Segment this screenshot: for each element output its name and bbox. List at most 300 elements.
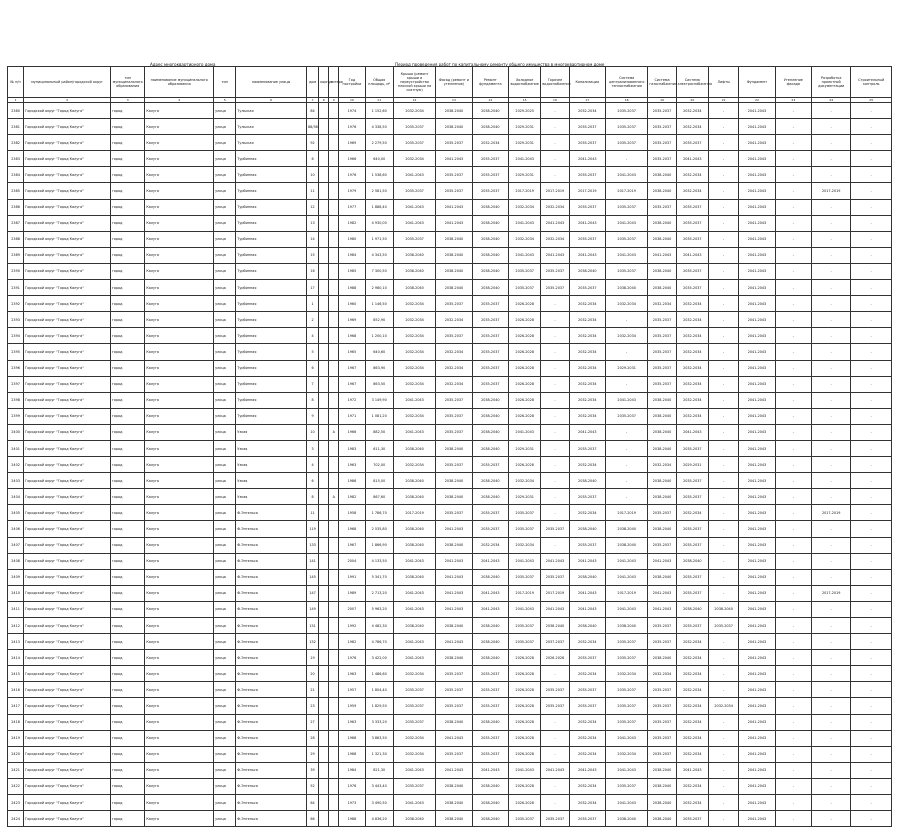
cell-h: 119 xyxy=(307,521,319,537)
cell-a: 1 538,60 xyxy=(365,167,393,183)
cell-work-period: 2035-2037 xyxy=(605,778,647,794)
cell-st: улица xyxy=(214,119,236,135)
cell-work-period: 2026-2028 xyxy=(541,650,569,666)
cell-work-period: 2041-2043 xyxy=(739,698,775,714)
cell-y: 1960 xyxy=(339,296,365,312)
cell-work-period: 2038-2040 xyxy=(648,280,676,296)
cell-mr: Городской округ "Город Калуга" xyxy=(24,698,111,714)
cell-work-period: 2041-2043 xyxy=(739,263,775,279)
cell-work-period: 2035-2037 xyxy=(472,296,508,312)
cell-t: город xyxy=(111,199,145,215)
cell-work-period: - xyxy=(851,714,892,730)
column-number: 5 xyxy=(214,98,236,103)
address-group-header: Адрес многоквартирного дома xyxy=(150,62,216,67)
cell-work-period: 2041-2043 xyxy=(508,151,540,167)
cell-work-period: 2041-2043 xyxy=(508,247,540,263)
cell-work-period: 2041-2043 xyxy=(739,151,775,167)
cell-work-period: 2035-2037 xyxy=(508,634,540,650)
cell-a: 1 486,60 xyxy=(365,666,393,682)
table-row xyxy=(8,231,892,247)
cell-sn: Ф.Энгельса xyxy=(236,682,307,698)
table-row xyxy=(8,103,892,119)
cell-work-period: 2038-2040 xyxy=(393,618,435,634)
cell-work-period: 2035-2037 xyxy=(393,698,435,714)
cell-work-period: 2035-2037 xyxy=(605,714,647,730)
table-row xyxy=(8,360,892,376)
cell-y: 1963 xyxy=(339,714,365,730)
cell-st: улица xyxy=(214,473,236,489)
cell-n: 2393 xyxy=(8,312,24,328)
cell-work-period: 2032-2034 xyxy=(541,231,569,247)
cell-work-period: 2017-2019 xyxy=(812,585,851,601)
cell-work-period: - xyxy=(851,634,892,650)
cell-sn: Турбинная xyxy=(236,167,307,183)
cell-st: улица xyxy=(214,360,236,376)
cell-work-period: 2032-2034 xyxy=(393,103,435,119)
cell-work-period: - xyxy=(851,746,892,762)
cell-mr: Городской округ "Город Калуга" xyxy=(24,569,111,585)
cell-work-period: 2029-2031 xyxy=(508,489,540,505)
cell-work-period: 2017-2019 xyxy=(812,183,851,199)
cell-y: 1984 xyxy=(339,762,365,778)
cell-work-period: - xyxy=(812,312,851,328)
cell-k xyxy=(319,167,329,183)
table-row xyxy=(8,473,892,489)
cell-work-period: - xyxy=(851,392,892,408)
cell-n: 2415 xyxy=(8,666,24,682)
cell-mo: Калуга xyxy=(145,183,214,199)
cell-mr: Городской округ "Город Калуга" xyxy=(24,231,111,247)
cell-work-period: 2032-2034 xyxy=(393,328,435,344)
cell-work-period: 2035-2037 xyxy=(569,231,605,247)
column-number: 19 xyxy=(648,98,676,103)
cell-k xyxy=(319,296,329,312)
cell-mo: Калуга xyxy=(145,569,214,585)
cell-work-period: 2041-2043 xyxy=(393,762,435,778)
cell-work-period: 2041-2043 xyxy=(739,424,775,440)
cell-work-period: - xyxy=(812,778,851,794)
cell-work-period: - xyxy=(775,135,811,151)
cell-n: 2380 xyxy=(8,103,24,119)
cell-work-period: 2041-2043 xyxy=(436,762,472,778)
cell-mo: Калуга xyxy=(145,376,214,392)
cell-l xyxy=(329,119,339,135)
cell-work-period: - xyxy=(541,505,569,521)
cell-mr: Городской округ "Город Калуга" xyxy=(24,296,111,312)
column-number: 15 xyxy=(508,98,540,103)
cell-work-period: 2032-2034 xyxy=(569,634,605,650)
cell-work-period: 2035-2037 xyxy=(436,666,472,682)
cell-work-period: 2035-2037 xyxy=(472,698,508,714)
cell-h: 16 xyxy=(307,263,319,279)
column-number: 16 xyxy=(541,98,569,103)
cell-y: 1963 xyxy=(339,457,365,473)
cell-work-period: - xyxy=(708,537,738,553)
cell-k xyxy=(319,119,329,135)
table-row xyxy=(8,280,892,296)
cell-work-period: - xyxy=(812,296,851,312)
cell-work-period: - xyxy=(541,746,569,762)
cell-work-period: 2035-2037 xyxy=(605,698,647,714)
cell-work-period: 2032-2034 xyxy=(676,183,708,199)
cell-sn: Ф.Энгельса xyxy=(236,601,307,617)
cell-sn: Турбинная xyxy=(236,408,307,424)
cell-work-period: 2041-2043 xyxy=(436,521,472,537)
cell-work-period: - xyxy=(812,151,851,167)
cell-work-period: - xyxy=(775,698,811,714)
cell-sn: Ф.Энгельса xyxy=(236,811,307,827)
cell-work-period: - xyxy=(812,408,851,424)
cell-st: улица xyxy=(214,263,236,279)
table-row xyxy=(8,119,892,135)
cell-st: улица xyxy=(214,215,236,231)
cell-work-period: 2032-2034 xyxy=(676,392,708,408)
cell-mo: Калуга xyxy=(145,746,214,762)
cell-work-period: 2035-2037 xyxy=(472,666,508,682)
cell-work-period: 2032-2034 xyxy=(393,312,435,328)
cell-t: город xyxy=(111,247,145,263)
cell-work-period: - xyxy=(775,328,811,344)
cell-work-period: 2035-2037 xyxy=(569,167,605,183)
cell-work-period: 2032-2034 xyxy=(676,714,708,730)
cell-work-period: 2041-2043 xyxy=(648,553,676,569)
cell-a: 852,90 xyxy=(365,312,393,328)
cell-mr: Городской округ "Город Калуга" xyxy=(24,103,111,119)
cell-work-period: - xyxy=(851,537,892,553)
cell-work-period: - xyxy=(812,714,851,730)
cell-work-period: 2032-2034 xyxy=(569,408,605,424)
cell-mo: Калуга xyxy=(145,392,214,408)
cell-work-period: 2035-2037 xyxy=(648,682,676,698)
cell-mr: Городской округ "Город Калуга" xyxy=(24,151,111,167)
cell-work-period: 2041-2043 xyxy=(739,135,775,151)
cell-sn: Ф.Энгельса xyxy=(236,698,307,714)
cell-work-period: - xyxy=(812,199,851,215)
table-row xyxy=(8,811,892,827)
cell-t: город xyxy=(111,778,145,794)
cell-work-period: 2038-2040 xyxy=(472,489,508,505)
cell-mr: Городской округ "Город Калуга" xyxy=(24,811,111,827)
cell-n: 2382 xyxy=(8,135,24,151)
cell-y: 1965 xyxy=(339,344,365,360)
cell-n: 2412 xyxy=(8,618,24,634)
cell-a: 611,30 xyxy=(365,440,393,456)
cell-k xyxy=(319,199,329,215)
cell-mo: Калуга xyxy=(145,151,214,167)
cell-work-period: 2038-2040 xyxy=(605,811,647,827)
cell-h: 6 xyxy=(307,473,319,489)
cell-y: 1989 xyxy=(339,585,365,601)
cell-mo: Калуга xyxy=(145,328,214,344)
cell-k xyxy=(319,440,329,456)
cell-k xyxy=(319,457,329,473)
cell-mo: Калуга xyxy=(145,650,214,666)
cell-work-period: 2026-2028 xyxy=(508,328,540,344)
cell-k xyxy=(319,537,329,553)
cell-work-period: 2041-2043 xyxy=(739,199,775,215)
cell-work-period: 2035-2037 xyxy=(393,682,435,698)
cell-work-period: - xyxy=(775,392,811,408)
cell-work-period: - xyxy=(812,376,851,392)
cell-work-period: 2032-2034 xyxy=(676,344,708,360)
cell-mo: Калуга xyxy=(145,811,214,827)
cell-work-period: 2038-2040 xyxy=(648,650,676,666)
cell-mo: Калуга xyxy=(145,119,214,135)
cell-a: 702,00 xyxy=(365,457,393,473)
cell-h: 21 xyxy=(307,682,319,698)
cell-mo: Калуга xyxy=(145,215,214,231)
cell-work-period: - xyxy=(812,537,851,553)
cell-work-period: 2038-2040 xyxy=(648,231,676,247)
cell-work-period: - xyxy=(708,746,738,762)
cell-work-period: 2038-2040 xyxy=(472,778,508,794)
cell-work-period: 2038-2040 xyxy=(648,408,676,424)
cell-work-period: 2032-2034 xyxy=(508,473,540,489)
cell-mo: Калуга xyxy=(145,344,214,360)
cell-work-period: 2029-2031 xyxy=(605,360,647,376)
cell-work-period: 2038-2040 xyxy=(436,811,472,827)
cell-work-period: 2037-2037 xyxy=(541,634,569,650)
cell-work-period: 2041-2043 xyxy=(739,746,775,762)
cell-work-period: 2038-2040 xyxy=(472,440,508,456)
column-number: 2 xyxy=(24,98,111,103)
cell-work-period: - xyxy=(851,505,892,521)
cell-t: город xyxy=(111,634,145,650)
cell-n: 2384 xyxy=(8,167,24,183)
cell-work-period: - xyxy=(775,473,811,489)
cell-l xyxy=(329,505,339,521)
cell-work-period: 2032-2034 xyxy=(648,666,676,682)
cell-st: улица xyxy=(214,714,236,730)
cell-work-period: 2032-2034 xyxy=(569,344,605,360)
cell-work-period: 2041-2043 xyxy=(541,553,569,569)
cell-work-period: 2026-2028 xyxy=(508,360,540,376)
cell-t: город xyxy=(111,119,145,135)
cell-st: улица xyxy=(214,408,236,424)
cell-work-period: 2038-2040 xyxy=(708,601,738,617)
cell-work-period: - xyxy=(541,360,569,376)
cell-work-period: 2035-2037 xyxy=(393,135,435,151)
cell-work-period: 2032-2034 xyxy=(676,296,708,312)
cell-work-period: 2032-2034 xyxy=(605,746,647,762)
cell-n: 2411 xyxy=(8,601,24,617)
cell-work-period: 2035-2037 xyxy=(472,328,508,344)
cell-work-period: 2038-2040 xyxy=(541,618,569,634)
cell-work-period: 2041-2043 xyxy=(436,151,472,167)
cell-h: 15 xyxy=(307,247,319,263)
cell-work-period: 2032-2034 xyxy=(393,746,435,762)
table-row xyxy=(8,296,892,312)
cell-work-period: 2035-2037 xyxy=(393,183,435,199)
cell-work-period: 2038-2040 xyxy=(472,811,508,827)
cell-a: 867,60 xyxy=(365,489,393,505)
cell-work-period: - xyxy=(851,344,892,360)
cell-n: 2404 xyxy=(8,489,24,505)
cell-work-period: 2035-2037 xyxy=(508,521,540,537)
cell-work-period: 2041-2043 xyxy=(648,601,676,617)
cell-n: 2391 xyxy=(8,280,24,296)
cell-h: 12 xyxy=(307,199,319,215)
cell-work-period: - xyxy=(775,440,811,456)
cell-work-period: 2032-2034 xyxy=(508,199,540,215)
cell-h: 92 xyxy=(307,135,319,151)
column-number: 17 xyxy=(569,98,605,103)
table-row xyxy=(8,601,892,617)
cell-work-period: 2035-2037 xyxy=(436,408,472,424)
cell-work-period: 2041-2043 xyxy=(393,601,435,617)
cell-work-period: 2041-2043 xyxy=(739,408,775,424)
cell-work-period: 2029-2025 xyxy=(508,103,540,119)
cell-work-period: 2035-2037 xyxy=(648,328,676,344)
table-row xyxy=(8,489,892,505)
cell-st: улица xyxy=(214,457,236,473)
cell-h: 84 xyxy=(307,103,319,119)
cell-work-period: 2041-2043 xyxy=(605,601,647,617)
cell-work-period: 2041-2043 xyxy=(508,215,540,231)
cell-y: 1974 xyxy=(339,103,365,119)
cell-work-period: 2035-2037 xyxy=(541,280,569,296)
cell-t: город xyxy=(111,231,145,247)
cell-sn: Ф.Энгельса xyxy=(236,521,307,537)
cell-st: улица xyxy=(214,521,236,537)
cell-a: 821,30 xyxy=(365,762,393,778)
cell-work-period: 2038-2040 xyxy=(436,103,472,119)
cell-work-period: - xyxy=(812,103,851,119)
cell-work-period: 2038-2040 xyxy=(472,618,508,634)
cell-work-period: 2032-2034 xyxy=(676,360,708,376)
cell-mo: Калуга xyxy=(145,618,214,634)
cell-work-period: - xyxy=(775,231,811,247)
cell-st: улица xyxy=(214,537,236,553)
cell-work-period: - xyxy=(541,135,569,151)
cell-work-period: 2038-2040 xyxy=(648,183,676,199)
cell-mr: Городской округ "Город Калуга" xyxy=(24,440,111,456)
cell-work-period: 2035-2037 xyxy=(569,811,605,827)
cell-work-period: - xyxy=(775,634,811,650)
cell-t: город xyxy=(111,730,145,746)
table-row xyxy=(8,537,892,553)
cell-k xyxy=(319,263,329,279)
cell-mo: Калуга xyxy=(145,666,214,682)
cell-k xyxy=(319,521,329,537)
cell-h: 149 xyxy=(307,601,319,617)
cell-work-period: 2041-2043 xyxy=(472,762,508,778)
cell-mo: Калуга xyxy=(145,231,214,247)
cell-sn: Турбинная xyxy=(236,151,307,167)
cell-work-period: 2035-2037 xyxy=(508,618,540,634)
cell-mo: Калуга xyxy=(145,682,214,698)
cell-work-period: 2026-2028 xyxy=(508,746,540,762)
cell-work-period: - xyxy=(775,312,811,328)
cell-work-period: - xyxy=(775,585,811,601)
cell-work-period: 2041-2043 xyxy=(739,344,775,360)
cell-mr: Городской округ "Город Калуга" xyxy=(24,585,111,601)
cell-work-period: 2032-2034 xyxy=(393,360,435,376)
cell-work-period: 2041-2043 xyxy=(676,151,708,167)
cell-k xyxy=(319,698,329,714)
cell-work-period: 2032-2034 xyxy=(569,666,605,682)
cell-work-period: 2026-2028 xyxy=(508,312,540,328)
cell-work-period: 2032-2034 xyxy=(393,151,435,167)
cell-work-period: - xyxy=(708,553,738,569)
cell-work-period: 2032-2034 xyxy=(393,730,435,746)
cell-mr: Городской округ "Город Калуга" xyxy=(24,135,111,151)
cell-work-period: - xyxy=(605,151,647,167)
cell-y: 1967 xyxy=(339,537,365,553)
cell-n: 2407 xyxy=(8,537,24,553)
column-header: Крыша (ремонт крыши и переустройство плоской крыши на скатную) xyxy=(393,67,435,98)
cell-work-period: - xyxy=(812,601,851,617)
cell-work-period: - xyxy=(541,440,569,456)
table-row xyxy=(8,247,892,263)
column-header: наименование муниципального образования xyxy=(145,67,214,98)
header-row xyxy=(8,67,892,98)
cell-work-period: 2038-2040 xyxy=(648,473,676,489)
cell-h: 151 xyxy=(307,618,319,634)
cell-work-period: 2038-2040 xyxy=(648,424,676,440)
cell-work-period: - xyxy=(851,280,892,296)
cell-work-period: - xyxy=(775,650,811,666)
cell-work-period: 2035-2037 xyxy=(436,457,472,473)
cell-work-period: 2041-2043 xyxy=(569,762,605,778)
cell-work-period: 2035-2037 xyxy=(648,698,676,714)
cell-work-period: 2041-2043 xyxy=(393,392,435,408)
cell-work-period: - xyxy=(851,328,892,344)
cell-n: 2397 xyxy=(8,376,24,392)
cell-work-period: - xyxy=(812,762,851,778)
cell-work-period: - xyxy=(812,344,851,360)
cell-work-period: - xyxy=(605,457,647,473)
cell-work-period: 2038-2040 xyxy=(436,280,472,296)
cell-work-period: 2026-2028 xyxy=(508,296,540,312)
cell-n: 2422 xyxy=(8,778,24,794)
cell-work-period: 2035-2037 xyxy=(436,698,472,714)
cell-n: 2388 xyxy=(8,231,24,247)
cell-work-period: - xyxy=(775,795,811,811)
cell-work-period: 2041-2043 xyxy=(739,119,775,135)
cell-k xyxy=(319,312,329,328)
table-row xyxy=(8,666,892,682)
column-header: Лифты xyxy=(708,67,738,98)
cell-work-period: 2035-2037 xyxy=(436,424,472,440)
cell-mr: Городской округ "Город Калуга" xyxy=(24,263,111,279)
cell-y: 1968 xyxy=(339,746,365,762)
cell-work-period: - xyxy=(708,199,738,215)
cell-work-period: 2035-2037 xyxy=(676,585,708,601)
cell-work-period: 2017-2019 xyxy=(541,585,569,601)
table-row xyxy=(8,215,892,231)
cell-l xyxy=(329,199,339,215)
cell-a: 863,50 xyxy=(365,376,393,392)
cell-work-period: - xyxy=(708,119,738,135)
cell-work-period: 2035-2037 xyxy=(472,312,508,328)
cell-work-period: 2032-2034 xyxy=(676,103,708,119)
table-row xyxy=(8,650,892,666)
cell-a: 2 279,50 xyxy=(365,135,393,151)
cell-l: А xyxy=(329,489,339,505)
table-body xyxy=(8,103,892,827)
cell-work-period: 2041-2043 xyxy=(739,714,775,730)
cell-work-period: 2041-2043 xyxy=(739,537,775,553)
cell-work-period: 2041-2043 xyxy=(569,424,605,440)
column-number: 3 xyxy=(111,98,145,103)
cell-work-period: - xyxy=(605,376,647,392)
cell-a: 1 081,20 xyxy=(365,408,393,424)
cell-mr: Городской округ "Город Калуга" xyxy=(24,119,111,135)
cell-a: 640,00 xyxy=(365,151,393,167)
cell-h: 10 xyxy=(307,167,319,183)
column-header: Горячее водоснабжение xyxy=(541,67,569,98)
